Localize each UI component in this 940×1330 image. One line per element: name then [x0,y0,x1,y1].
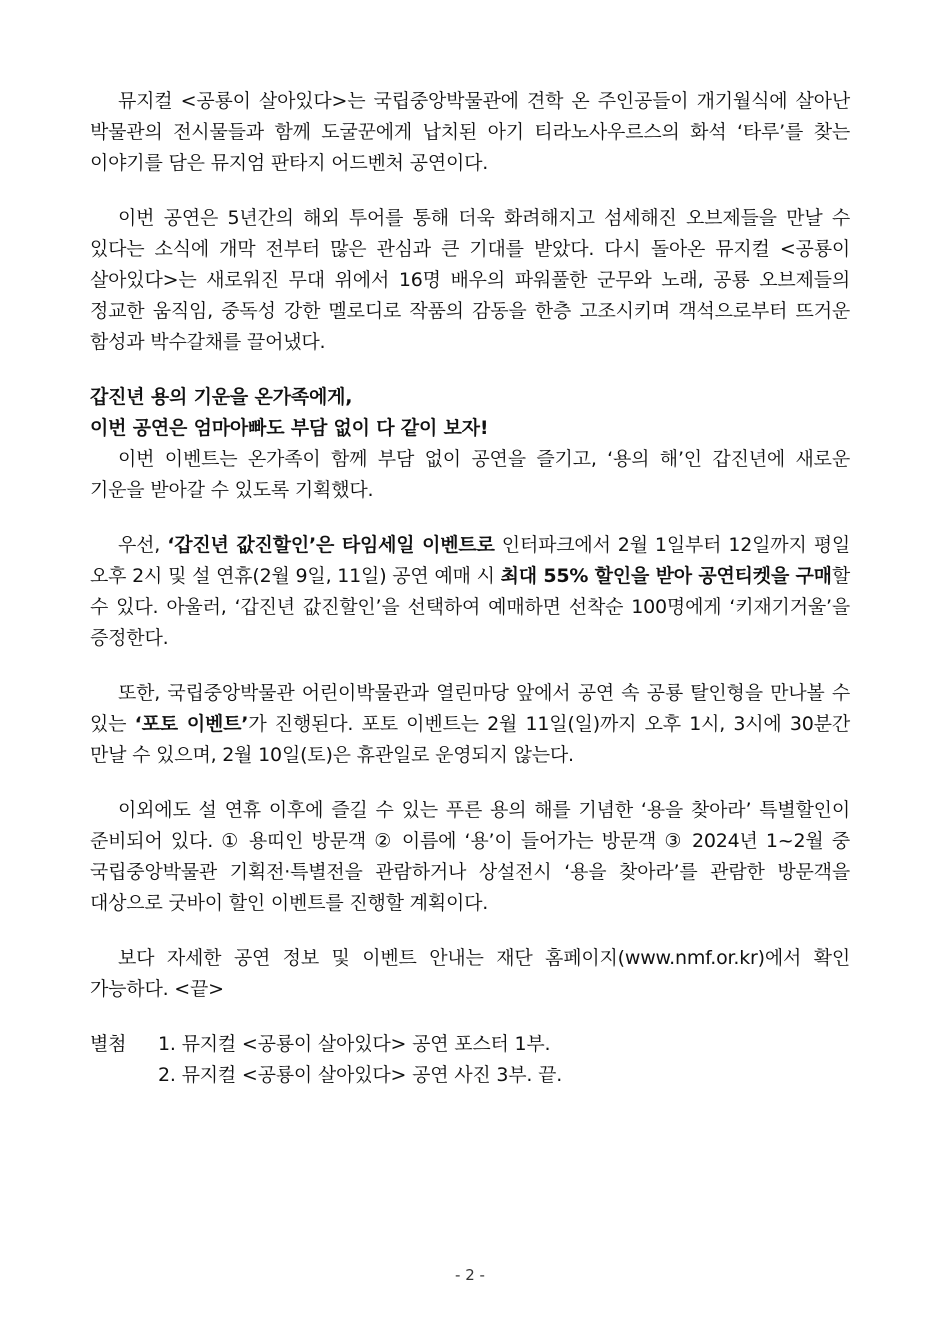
text-run: 우선, [118,534,168,556]
text-run: 이번 공연은 5년간의 해외 투어를 통해 더욱 화려해지고 섬세해진 오브제들을 만날 수 있다는 소식에 개막 전부터 많은 관심과 큰 기대를 받았다. 다시 돌아온 뮤지컬 <공룡이 살아있다>는 새로워진 무대 위에서 16명 배우의 파워풀한 군무와 노래, 공룡 오브제들의 정교한 움직임, 중독성 강한 멜로디로 작품의 감동을 한층 고조시키며 객석으로부터 뜨거운 함성과 박수갈채를 끌어냈다. [90,207,850,353]
document-body [90,86,850,1091]
text-run: 인터파크에서 2월 1일부터 12일까지 평일 오후 2시 및 설 연휴(2월 9일, 11일) 공연 예매 시 [90,534,850,587]
text-run: 뮤지컬 <공룡이 살아있다>는 국립중앙박물관에 견학 온 주인공들이 개기월식에 살아난 박물관의 전시물들과 함께 도굴꾼에게 납치된 아기 티라노사우르스의 화석 ‘타루’를 찾는 이야기를 담은 뮤지엄 판타지 어드벤처 공연이다. [90,90,850,174]
text-run: 가 진행된다. 포토 이벤트는 2월 11일(일)까지 오후 1시, 3시에 30분간 만날 수 있으며, 2월 10일(토)은 휴관일로 운영되지 않는다. [90,713,850,766]
paragraph-p4 [90,530,850,654]
paragraph-p6 [90,795,850,919]
paragraph-p7 [90,943,850,1005]
text-run: 이외에도 설 연휴 이후에 즐길 수 있는 푸른 용의 해를 기념한 ‘용을 찾아라’ 특별할인이 준비되어 있다. ① 용띠인 방문객 ② 이름에 ‘용’이 들어가는 방문객 ③ 2024년 1~2월 중 국립중앙박물관 기획전·특별전을 관람하거나 상설전시 ‘용을 찾아라’를 관람한 방문객을 대상으로 굿바이 할인 이벤트를 진행할 계획이다. [90,799,850,914]
paragraph-p2 [90,203,850,358]
intro-paragraphs [90,86,850,358]
bold-text: ‘포토 이벤트’ [134,713,249,735]
paragraph-p1 [90,86,850,179]
paragraph-p5 [90,678,850,771]
text-run: 이번 이벤트는 온가족이 함께 부담 없이 공연을 즐기고, ‘용의 해’인 갑진년에 새로운 기운을 받아갈 수 있도록 기획했다. [90,448,850,501]
text-run: 보다 자세한 공연 정보 및 이벤트 안내는 재단 홈페이지(www.nmf.or.kr)에서 확인 가능하다. <끝> [90,947,850,1000]
paragraph-p3 [90,444,850,506]
section-heading-line2: 이번 공연은 엄마아빠도 부담 없이 다 같이 보자! [90,417,489,439]
attachment-row-1 [90,1029,850,1060]
attachment-row-2 [90,1060,850,1091]
attachment-item: 2. 뮤지컬 <공룡이 살아있다> 공연 사진 3부. 끝. [158,1064,563,1086]
section-heading-line1: 갑진년 용의 기운을 온가족에게, [90,386,353,408]
text-run: 할 수 있다. 아울러, ‘갑진년 값진할인’을 선택하여 예매하면 선착순 100명에게 ‘키재기거울’을 증정한다. [90,565,850,649]
attachment-item: 1. 뮤지컬 <공룡이 살아있다> 공연 포스터 1부. [158,1033,551,1055]
event-paragraphs [90,444,850,1005]
attachment-label-spacer [90,1060,158,1091]
page-number: - 2 - [455,1266,485,1284]
bold-text: 최대 55% 할인을 받아 공연티켓을 구매 [500,565,832,587]
bold-text: ‘갑진년 값진할인’은 타임세일 이벤트로 [167,534,495,556]
attachment-label: 별첨 [90,1033,127,1055]
attachments [90,1029,850,1091]
text-run: 또한, 국립중앙박물관 어린이박물관과 열린마당 앞에서 공연 속 공룡 탈인형을 만나볼 수 있는 [90,682,850,735]
